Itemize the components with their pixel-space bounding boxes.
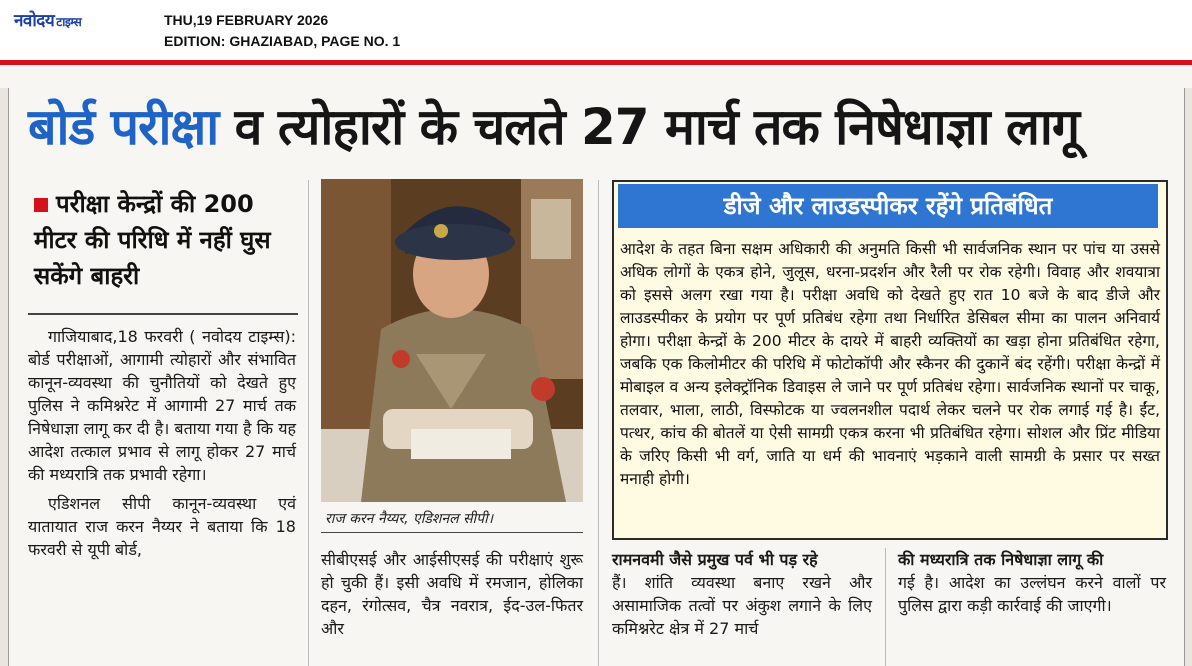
headline-highlight: बोर्ड परीक्षा [28, 98, 219, 156]
adjacent-page-edge-left [0, 88, 9, 666]
column-divider [598, 180, 599, 666]
col4-text: गई है। आदेश का उल्लंघन करने वालों पर पुलिस द्वारा कड़ी कार्रवाई की जाएगी। [898, 573, 1166, 615]
headline [28, 92, 1178, 162]
col4-lead: की मध्यरात्रि तक निषेधाज्ञा लागू की [898, 550, 1104, 569]
col3-lead: रामनवमी जैसे प्रमुख पर्व भी पड़ रहे [612, 550, 818, 569]
photo-caption: राज करन नैय्यर, एडिशनल सीपी। [321, 505, 583, 533]
col3-text: हैं। शांति व्यवस्था बनाए रखने और असामाजिक तत्वों पर अंकुश लगाने के लिए कमिश्नरेट क्षेत्र में 27 मार्च [612, 573, 872, 638]
subheadline [34, 186, 296, 294]
adjacent-page-edge-right [1184, 88, 1192, 666]
officer-photo-illustration [321, 179, 583, 502]
column-divider [308, 180, 309, 666]
col1-paragraph-1: गाजियाबाद,18 फरवरी ( नवोदय टाइम्स): बोर्ड परीक्षाओं, आगामी त्योहारों और संभावित कानून-व्यवस्था की चुनौतियों को देखते हुए पुलिस ने कमिश्नरेट में आगामी 27 मार्च तक निषेधाज्ञा लागू कर दी है। बताया गया है कि यह आदेश तत्काल प्रभाव से लागू होकर 27 मार्च की मध्यरात्रि तक प्रभावी रहेगा। [28, 327, 296, 484]
article-column-1 [28, 325, 296, 567]
newspaper-logo[interactable] [14, 8, 81, 31]
sidebar-box-title-text: डीजे और लाउडस्पीकर रहेंगे प्रतिबंधित [618, 184, 1158, 228]
column-divider [885, 548, 886, 666]
article-column-3 [612, 548, 872, 646]
publication-header [0, 0, 1192, 60]
col1-paragraph-2: एडिशनल सीपी कानून-व्यवस्था एवं यातायात राज करन नैय्यर ने बताया कि 18 फरवरी से यूपी बोर्ड, [28, 494, 296, 559]
sidebar-box-body: आदेश के तहत बिना सक्षम अधिकारी की अनुमति किसी भी सार्वजनिक स्थान पर पांच या उससे अधिक लोगों के एकत्र होने, जुलूस, धरना-प्रदर्शन और रैली पर रोक रहेगी। विवाह और शवयात्रा को इससे अलग रखा गया है। परीक्षा अवधि को देखते हुए रात 10 बजे के बाद डीजे और लाउडस्पीकर के प्रयोग पर पूर्ण प्रतिबंध रहेगा तथा निर्धारित डेसिबल सीमा का पालन अनिवार्य होगा। परीक्षा केन्द्रों के 200 मीटर के दायरे में बाहरी व्यक्तियों का खड़ा होना प्रतिबंधित रहेगा, जबकि एक किलोमीटर की परिधि में फोटोकॉपी और स्कैनर की दुकानें बंद रहेंगी। परीक्षा केन्द्रों में मोबाइल व अन्य इलेक्ट्रॉनिक डिवाइस ले जाने पर पूर्ण प्रतिबंध रहेगा। सार्वजनिक स्थानों पर चाकू, तलवार, भाला, लाठी, विस्फोटक या ज्वलनशील पदार्थ लेकर चलने पर रोक लगाई गई है। ईंट, पत्थर, कांच की बोतलें या ऐसी सामग्री एकत्र करना भी प्रतिबंधित रहेगा। सोशल और प्रिंट मीडिया के जरिए किसी भी वर्ग, जाति या धर्म की भावनाएं भड़काने वाली सामग्री के प्रसार पर सख्त मनाही होगी। [620, 240, 1160, 488]
subheadline-text: परीक्षा केन्द्रों की 200 मीटर की परिधि में नहीं घुस सकेंगे बाहरी [34, 190, 271, 290]
article-column-2 [321, 548, 583, 646]
logo-main: नवोदय [14, 11, 55, 31]
edition-line: EDITION: GHAZIABAD, PAGE NO. 1 [164, 33, 401, 49]
logo-sub: टाइम्स [56, 15, 82, 29]
sidebar-box-title [612, 180, 1168, 234]
col2-paragraph-1: सीबीएसई और आईसीएसई की परीक्षाएं शुरू हो चुकी हैं। इसी अवधि में रमजान, होलिका दहन, रंगोत्सव, चैत्र नवरात्र, ईद-उल-फितर और [321, 550, 583, 638]
bullet-square-icon [34, 198, 48, 212]
headline-rest: व त्योहारों के चलते 27 मार्च तक निषेधाज्ञा लागू [218, 98, 1080, 156]
article-column-4 [898, 548, 1166, 623]
officer-photo [321, 179, 583, 502]
subheadline-rule [28, 313, 298, 315]
edition-info [164, 10, 400, 52]
date-line: THU,19 FEBRUARY 2026 [164, 12, 329, 28]
